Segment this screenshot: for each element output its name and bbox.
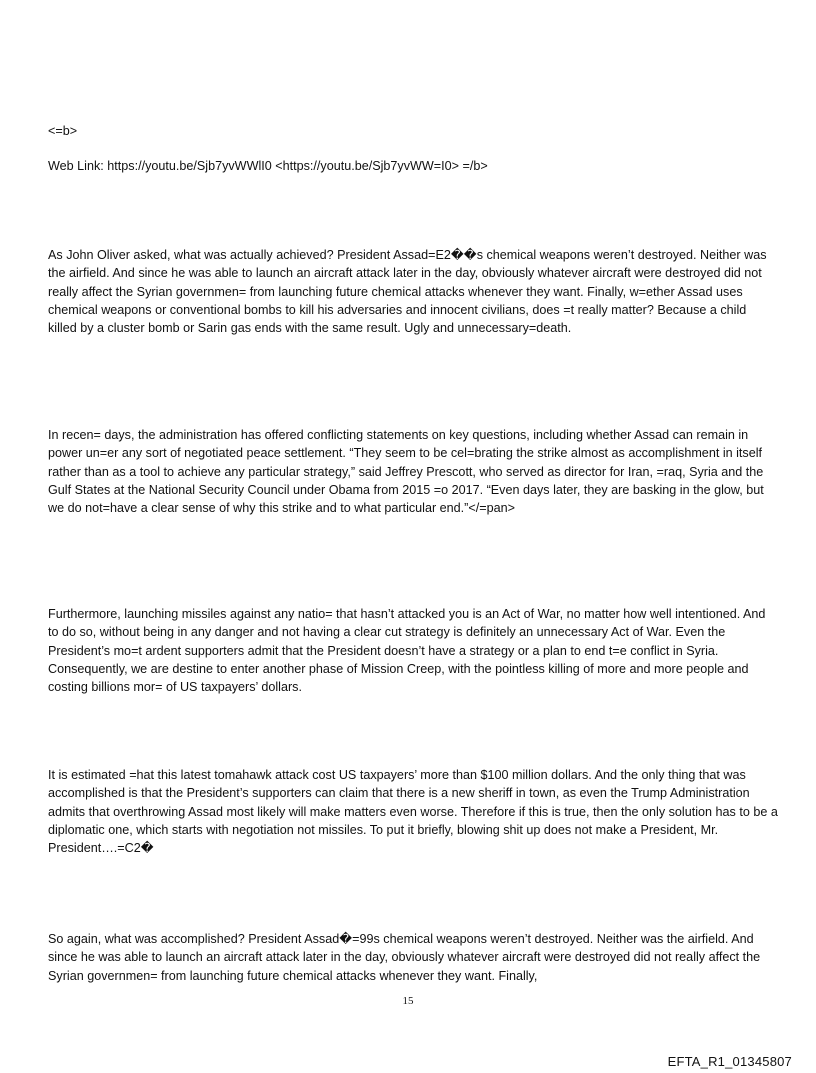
paragraph-john-oliver: As John Oliver asked, what was actually achieved? President Assad=E2��s chemical weapons weren’t destroyed. Neither was the airfield. And since he was able to launch an aircraft attack later in the day, obviously whatever aircraft were destroyed did not really affect the Syrian governmen= from launching future chemical attacks whenever they want. Finally, w=ether Assad uses chemical weapons or conventional bombs to kill his adversaries and innocent civilians, does =t really matter? Because a child killed by a cluster bomb or Sarin gas ends with the same result. Ugly and unnecessary=death.	[48, 248, 767, 336]
paragraph-act-of-war: Furthermore, launching missiles against any natio= that hasn’t attacked you is an Act of War, no matter how well intentioned. And to do so, without being in any danger and not having a clear cut strategy is definitely an unnecessary Act of War. Even the President’s mo=t ardent supporters admit that the President doesn’t have a strategy or a plan to end t=e conflict in Syria. Consequently, we are destine to enter another phase of Mission Creep, with the pointless killing of more and more people and costing billions mor= of US taxpayers’ dollars.	[48, 607, 766, 695]
paragraph-tomahawk-cost: It is estimated =hat this latest tomahawk attack cost US taxpayers’ more than $100 million dollars. And the only thing that was accomplished is that the President’s supporters can claim that there is a new sheriff in town, as even the Trump Administration admits that overthrowing Assad most likely will make matters even worse. Therefore if this is true, then the only solution has to be a diplomatic one, which starts with negotiation not missiles. To put it briefly, blowing shit up does not make a President, Mr. President….=C2�	[48, 768, 778, 856]
paragraph-what-was-accomplished: So again, what was accomplished? President Assad�=99s chemical weapons weren’t destroyed. Neither was the airfield. And since he was able to launch an aircraft attack later in the day, obviously whatever aircraft were destroyed did not really affect the Syrian governmen= from launching future chemical attacks whenever they want. Finally,	[48, 932, 761, 983]
bold-tag-line: <=b>	[48, 124, 78, 138]
web-link-line: Web Link: https://youtu.be/Sjb7yvWWlI0 <https://youtu.be/Sjb7yvWW=I0> =/b>	[48, 159, 488, 173]
page-number: 15	[402, 995, 414, 1007]
paragraph-conflicting-statements: In recen= days, the administration has offered conflicting statements on key questions, including whether Assad can remain in power un=er any sort of negotiated peace settlement. “They seem to be cel=brating the strike almost as accomplishment in itself rather than as a tool to achieve any particular strategy,” said Jeffrey Prescott, who served as director for Iran, =raq, Syria and the Gulf States at the National Security Council under Obama from 2015 =o 2017. “Even days later, they are basking in the glow, but we do not=have a clear sense of why this strike and to what particular end.”</=pan>	[48, 428, 764, 516]
bates-number: EFTA_R1_01345807	[667, 1054, 792, 1069]
